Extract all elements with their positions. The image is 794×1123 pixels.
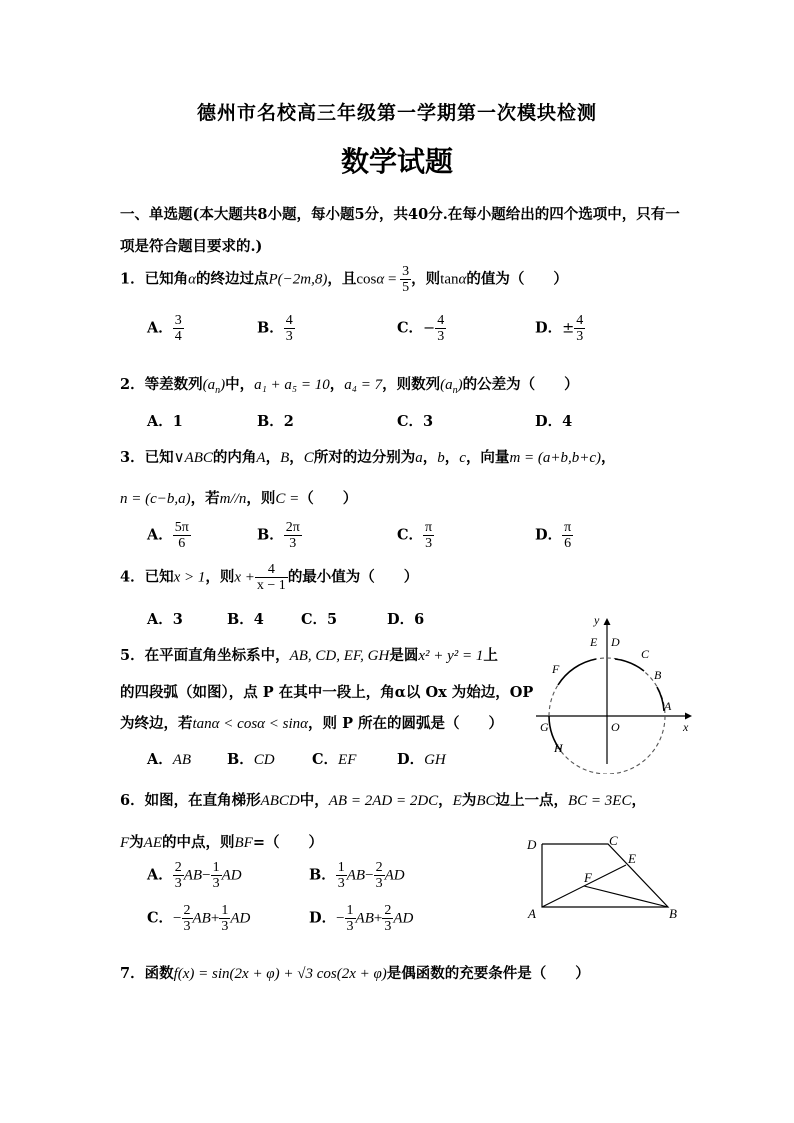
q3-option-a[interactable]: A． $\frac{5\pi}{6}$	[147, 520, 189, 551]
section-instruction-line2: 项是符合题目要求的.)	[120, 238, 263, 255]
q5-unit-circle-figure	[528, 612, 700, 774]
arc-cd	[615, 659, 644, 671]
q5-option-c[interactable]: C．EF	[312, 751, 357, 768]
label-g: G	[540, 720, 549, 734]
question-3-stem-line1: 3．已知∨ABC的内角A，B，C所对的边分别为a，b，c，向量m = (a+b,b+c)，	[120, 449, 616, 466]
label-h: H	[554, 741, 563, 755]
q4-option-b[interactable]: B．4	[227, 611, 264, 628]
q6-option-c[interactable]: C．− $\frac{2}{3}$ AB+ $\frac{1}{3}$ AD	[147, 903, 251, 934]
q2-option-b[interactable]: B．2	[257, 413, 294, 430]
label-a: A	[664, 699, 672, 713]
label-a: A	[528, 906, 536, 921]
label-b: B	[654, 668, 662, 682]
label-x-axis: x	[683, 720, 689, 734]
label-c: C	[609, 833, 618, 848]
arc-ef	[558, 659, 596, 685]
question-5-stem-line3: 为终边，若tanα < cosα < sinα，则 P 所在的圆弧是（ ）	[120, 715, 504, 732]
label-y-axis: y	[594, 613, 600, 627]
q4-option-a[interactable]: A．3	[147, 611, 183, 628]
q1-option-d[interactable]: D．± $\frac{4}{3}$	[535, 313, 584, 344]
question-6-stem-line2: F为AE的中点，则BF=（ ）	[120, 834, 323, 851]
question-5-stem-line2: 的四段弧（如图），点 P 在其中一段上，角α以 Ox 为始边，OP	[120, 684, 534, 701]
question-7-stem: 7．函数f(x) = sin(2x + φ) + √3 cos(2x + φ)是偶函数的充要条件是（ ）	[120, 965, 590, 982]
q2-option-c[interactable]: C．3	[397, 413, 434, 430]
question-3-stem-line2: n = (c−b,a)，若m//n，则C =（ ）	[120, 490, 358, 507]
label-e: E	[628, 851, 636, 866]
section-instruction-line1: 一、单选题(本大题共8小题，每小题5分，共40分.在每小题给出的四个选项中，只有一	[120, 206, 680, 223]
q1-option-b[interactable]: B． $\frac{4}{3}$	[257, 313, 293, 344]
q6-trapezoid-figure	[520, 830, 690, 925]
label-d: D	[611, 635, 620, 649]
question-6-stem-line1: 6．如图，在直角梯形ABCD中，AB = 2AD = 2DC，E为BC边上一点，BC = 3EC，	[120, 792, 646, 809]
q2-option-a[interactable]: A．1	[147, 413, 183, 430]
q5-option-d[interactable]: D．GH	[397, 751, 446, 768]
q1-option-a[interactable]: A． $\frac{3}{4}$	[147, 313, 182, 344]
q6-option-d[interactable]: D．− $\frac{1}{3}$ AB+ $\frac{2}{3}$ AD	[309, 903, 414, 934]
question-2-stem: 2．等差数列$(a_n)$中，a₁ + a₅ = 10，a₄ = 7，则数列$(a_n)$的公差为（ ）	[120, 376, 579, 396]
q2-option-d[interactable]: D．4	[535, 413, 573, 430]
label-f: F	[584, 870, 592, 885]
q6-option-a[interactable]: A． $\frac{2}{3}$ AB− $\frac{1}{3}$ AD	[147, 860, 242, 891]
label-f: F	[552, 662, 560, 676]
question-4-stem: 4．已知x > 1，则x + $\frac{4}{x - 1}$ 的最小值为（ ）	[120, 562, 419, 593]
exam-header-title: 德州市名校高三年级第一学期第一次模块检测	[196, 102, 597, 124]
q3-option-b[interactable]: B． $\frac{2\pi}{3}$	[257, 520, 300, 551]
segment-bf	[584, 886, 668, 907]
label-e: E	[590, 635, 598, 649]
q3-option-d[interactable]: D． $\frac{\pi}{6}$	[535, 520, 572, 551]
q5-option-b[interactable]: B．CD	[227, 751, 275, 768]
subject-title: 数学试题	[340, 145, 453, 178]
q1-option-c[interactable]: C．− $\frac{4}{3}$	[397, 313, 445, 344]
q3-option-c[interactable]: C． $\frac{\pi}{3}$	[397, 520, 433, 551]
label-c: C	[641, 647, 650, 661]
q4-option-c[interactable]: C．5	[301, 611, 338, 628]
question-5-stem-line1: 5．在平面直角坐标系中，AB, CD, EF, GH是圆x² + y² = 1上	[120, 647, 498, 664]
y-axis-arrow	[604, 618, 611, 625]
q5-option-a[interactable]: A．AB	[147, 751, 192, 768]
question-1-stem: 1．已知角α的终边过点P(−2m,8)，且cosα = $\frac{3}{5}$ ，则tanα的值为（ ）	[120, 264, 568, 295]
label-b: B	[669, 906, 677, 921]
x-axis-arrow	[685, 713, 692, 720]
label-d: D	[527, 837, 537, 852]
q4-option-d[interactable]: D．6	[387, 611, 425, 628]
q6-option-b[interactable]: B． $\frac{1}{3}$ AB− $\frac{2}{3}$ AD	[309, 860, 405, 891]
label-origin: O	[611, 720, 620, 734]
